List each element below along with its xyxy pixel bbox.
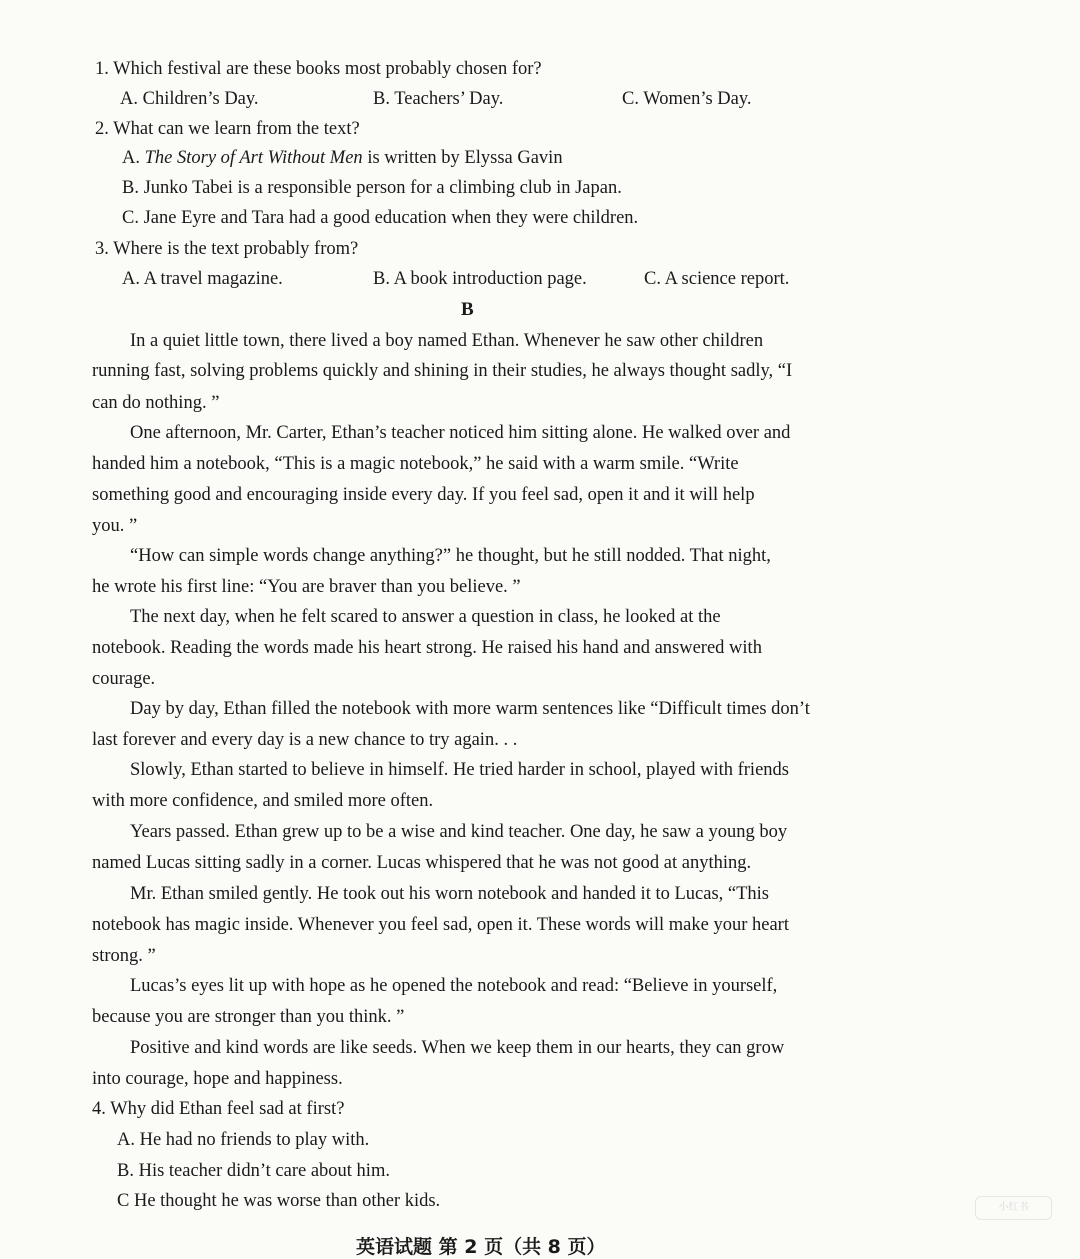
watermark-logo: 小红书 (975, 1196, 1052, 1220)
passage-line: because you are stronger than you think. ” (92, 1007, 405, 1027)
question-2-option-a (122, 147, 563, 169)
passage-line: with more confidence, and smiled more often. (92, 791, 434, 811)
passage-line: last forever and every day is a new chance to try again. . . (92, 730, 518, 750)
passage-line: The next day, when he felt scared to answer a question in class, he looked at the (130, 607, 721, 627)
page-footer: 英语试题 第 2 页（共 8 页） (356, 1236, 606, 1258)
passage-line: strong. ” (92, 946, 156, 966)
question-1-stem: 1. Which festival are these books most probably chosen for? (95, 59, 542, 79)
passage-line: Positive and kind words are like seeds. When we keep them in our hearts, they can grow (130, 1038, 785, 1058)
passage-line: running fast, solving problems quickly and shining in their studies, he always thought sadly, “I (92, 361, 793, 381)
passage-line: you. ” (92, 516, 138, 536)
passage-line: something good and encouraging inside every day. If you feel sad, open it and it will help (92, 485, 755, 505)
book-title: The Story of Art Without Men (144, 148, 363, 168)
question-2-stem: 2. What can we learn from the text? (95, 119, 360, 139)
passage-line: courage. (92, 669, 156, 689)
passage-line: into courage, hope and happiness. (92, 1069, 343, 1089)
passage-line: Years passed. Ethan grew up to be a wise and kind teacher. One day, he saw a young boy (130, 822, 788, 842)
passage-line: notebook has magic inside. Whenever you feel sad, open it. These words will make your heart (92, 915, 789, 935)
passage-line: can do nothing. ” (92, 393, 220, 413)
question-4-option-c: C He thought he was worse than other kids. (117, 1191, 441, 1211)
passage-line: “How can simple words change anything?” he thought, but he still nodded. That night, (130, 546, 771, 566)
passage-line: Slowly, Ethan started to believe in himself. He tried harder in school, played with friends (130, 760, 789, 780)
question-4-option-a: A. He had no friends to play with. (117, 1130, 370, 1150)
passage-line: named Lucas sitting sadly in a corner. Lucas whispered that he was not good at anything. (92, 853, 752, 873)
question-4-option-b: B. His teacher didn’t care about him. (117, 1161, 390, 1181)
option-a-suffix: is written by Elyssa Gavin (362, 148, 563, 168)
question-2-option-b: B. Junko Tabei is a responsible person for a climbing club in Japan. (122, 178, 622, 198)
passage-line: he wrote his first line: “You are braver than you believe. ” (92, 577, 521, 597)
passage-line: Mr. Ethan smiled gently. He took out his worn notebook and handed it to Lucas, “This (130, 884, 769, 904)
section-title: B (461, 299, 474, 320)
question-1-option-a: A. Children’s Day. (120, 89, 259, 109)
question-3-option-b: B. A book introduction page. (373, 269, 587, 289)
question-1-option-c: C. Women’s Day. (622, 89, 752, 109)
question-3-option-a: A. A travel magazine. (122, 269, 283, 289)
passage-line: notebook. Reading the words made his heart strong. He raised his hand and answered with (92, 638, 762, 658)
question-3-stem: 3. Where is the text probably from? (95, 239, 359, 259)
passage-line: Day by day, Ethan filled the notebook with more warm sentences like “Difficult times don’t (130, 699, 810, 719)
passage-line: One afternoon, Mr. Carter, Ethan’s teacher noticed him sitting alone. He walked over and (130, 423, 791, 443)
question-4-stem: 4. Why did Ethan feel sad at first? (92, 1099, 345, 1119)
question-1-option-b: B. Teachers’ Day. (373, 89, 504, 109)
question-3-option-c: C. A science report. (644, 269, 790, 289)
passage-line: Lucas’s eyes lit up with hope as he opened the notebook and read: “Believe in yourself, (130, 976, 778, 996)
question-2-option-c: C. Jane Eyre and Tara had a good education when they were children. (122, 208, 639, 228)
passage-line: handed him a notebook, “This is a magic notebook,” he said with a warm smile. “Write (92, 454, 739, 474)
passage-line: In a quiet little town, there lived a boy named Ethan. Whenever he saw other children (130, 331, 764, 351)
option-a-prefix: A. (122, 148, 145, 168)
